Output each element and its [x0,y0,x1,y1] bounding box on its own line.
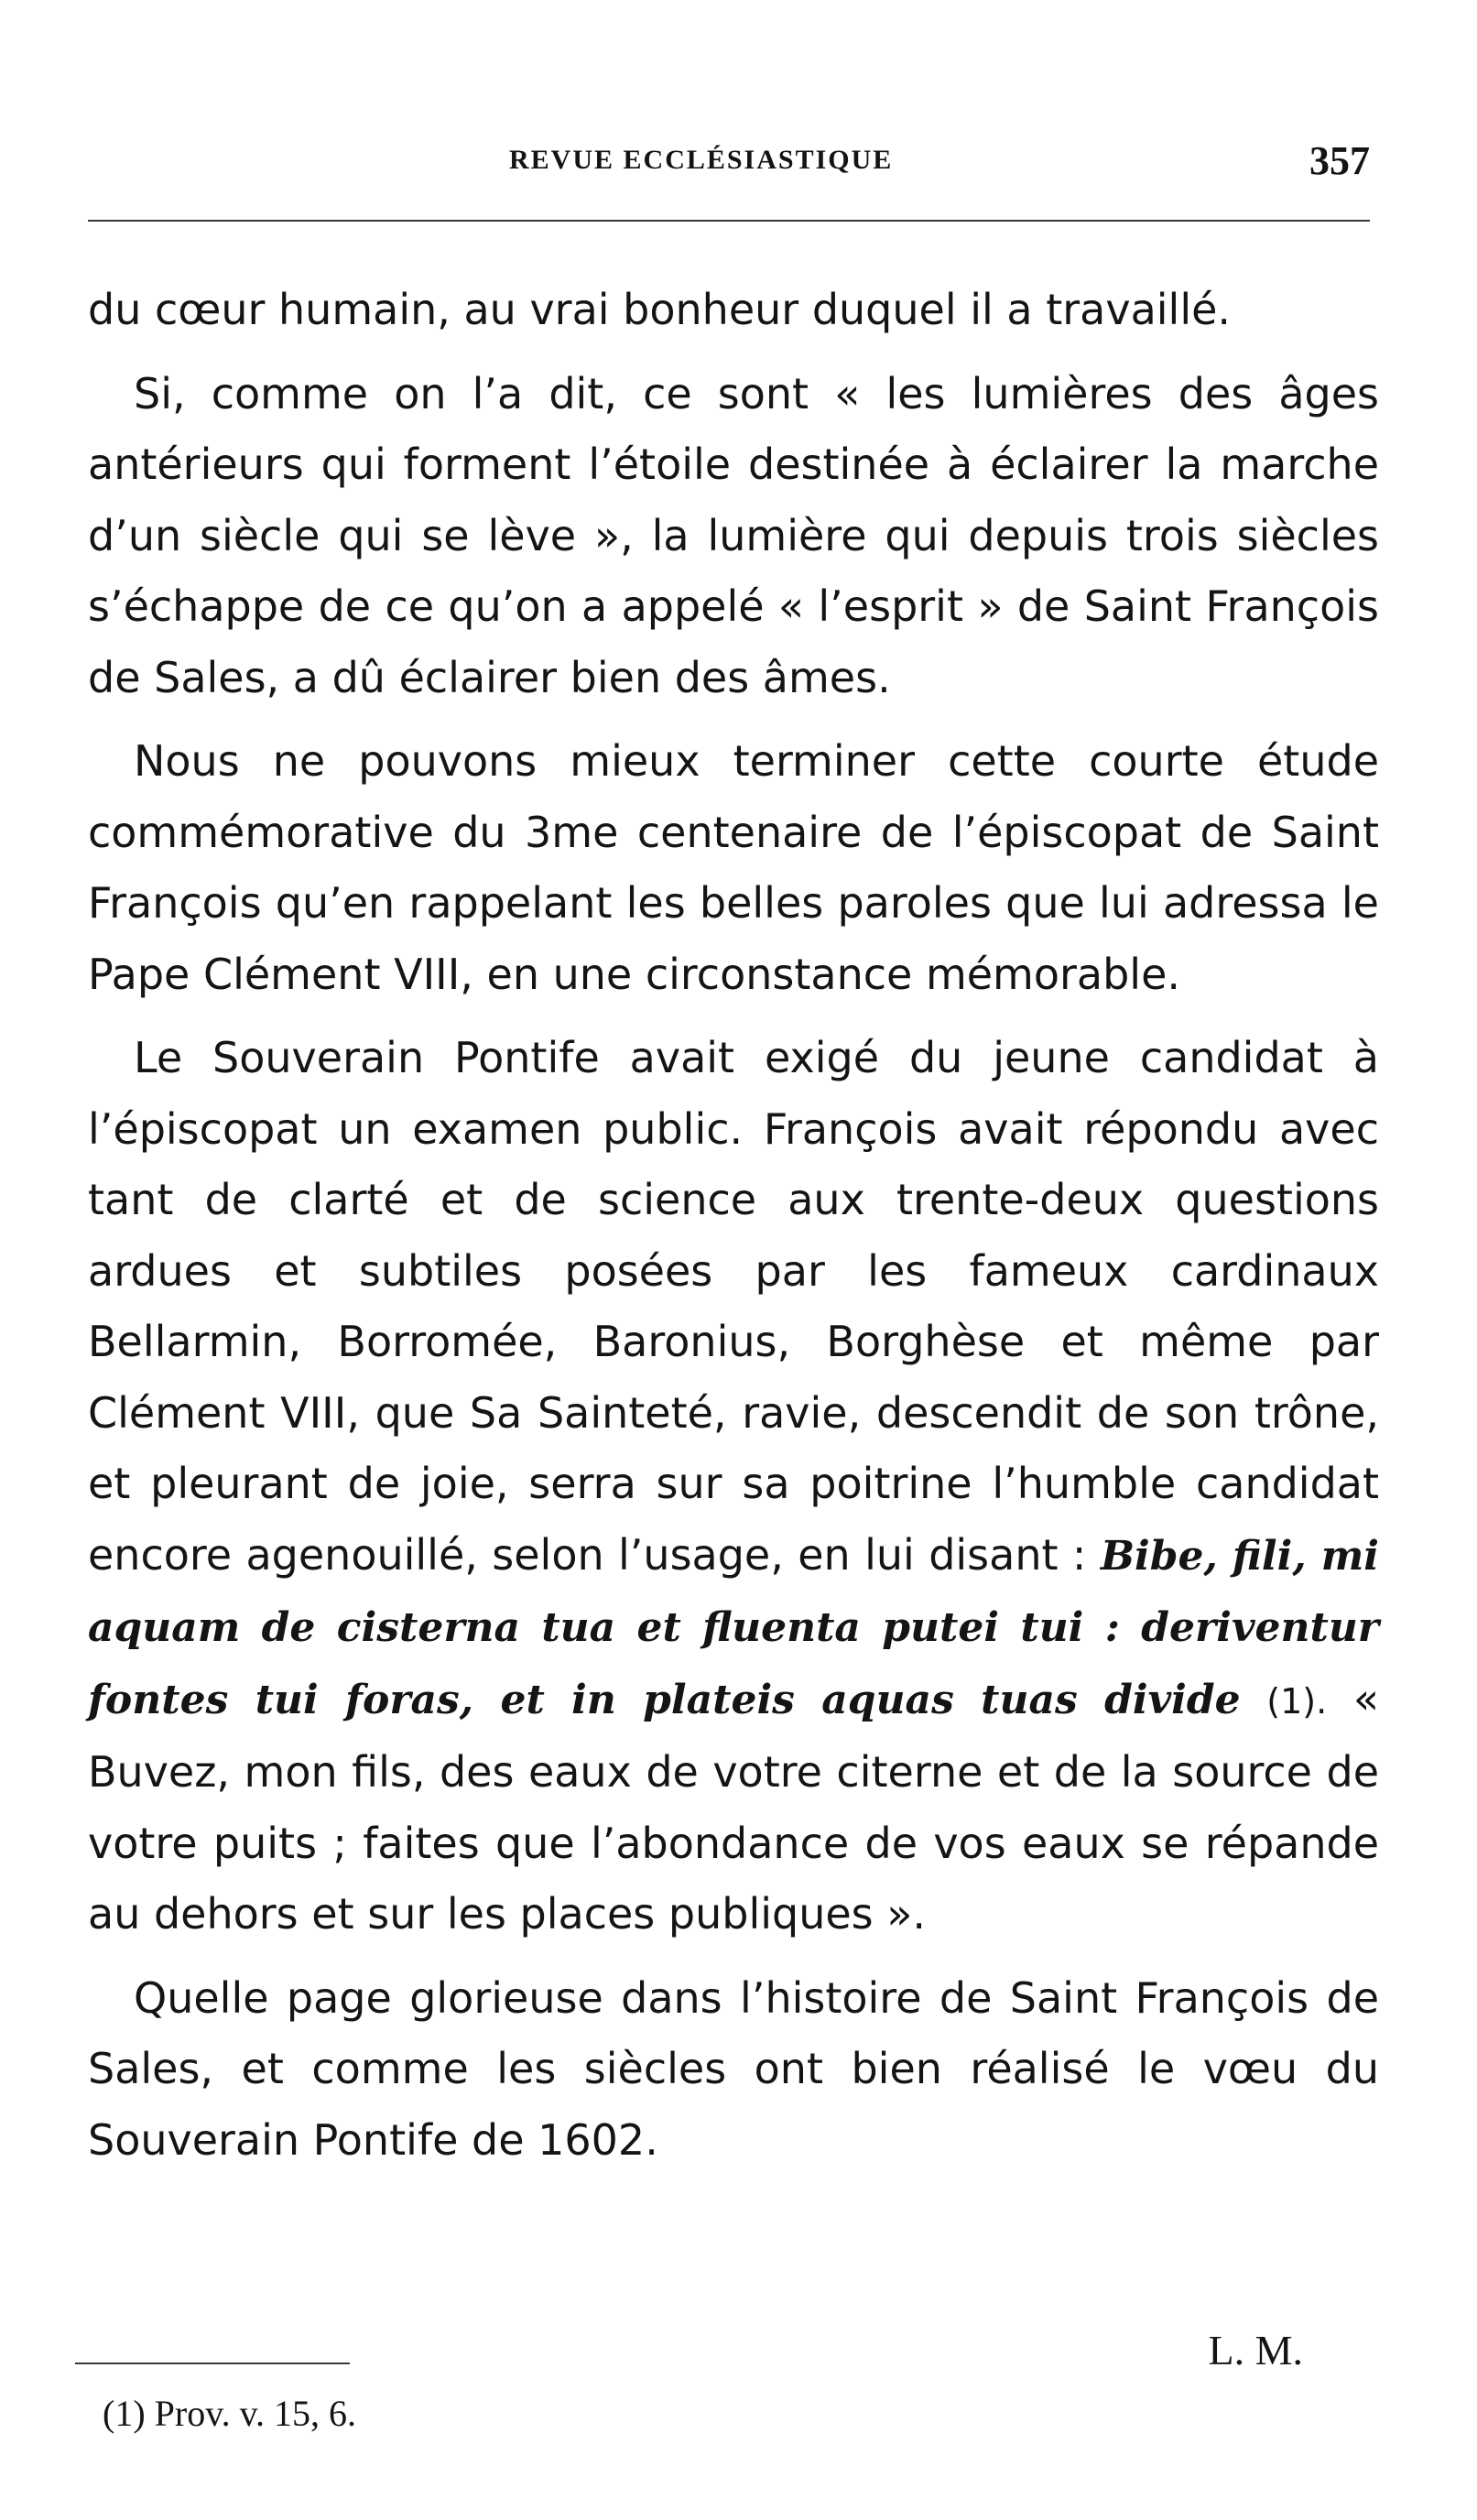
paragraph-5: Quelle page glorieuse dans l’histoire de Saint François de Sales, et comme les siècles ont bien réalisé le vœu du Souverain Pontife de 1602. [88,1972,1379,2165]
paragraph-2: Si, comme on l’a dit, ce sont « les lumières des âges antérieurs qui forment l’étoile destinée à éclairer la marche d’un siècle qui se lève », la lumière qui depuis trois siècles s’échappe de ce qu’on a appelé « l’esprit » de Saint François de Sales, a dû éclairer bien des âmes. [88,368,1379,702]
paragraph-1: du cœur humain, au vrai bonheur duquel il a travaillé. [88,285,1232,334]
page-header [88,138,1370,200]
latin-quote: Bibe, fili, mi aquam de cisterna tua et fluenta putei tui : deriventur fontes tui foras, et in plateis aquas tuas divide [88,1532,1379,1723]
footnote-rule [75,2362,350,2364]
running-title: REVUE ECCLÉSIASTIQUE [509,145,894,175]
header-rule [88,220,1370,222]
signature: L. M. [1208,2327,1303,2373]
body-text [88,275,1379,2176]
footnote: (1) Prov. v. 15, 6. [103,2393,357,2434]
page-number: 357 [1309,138,1370,183]
paragraph-4 [88,1023,1379,1950]
paragraph-4-start: Le Souverain Pontife avait exigé du jeune candidat à l’épiscopat un examen public. François avait répondu avec tant de clarté et de science aux trente-deux questions ardues et subtiles posées par les fameux cardinaux Bellarmin, Borromée, Baronius, Borghèse et même par Clément VIII, que Sa Sainteté, ravie, descendit de son trône, et pleurant de joie, serra sur sa poitrine l’humble candidat encore agenouillé, selon l’usage, en lui disant : [88,1033,1379,1580]
paragraph-3: Nous ne pouvons mieux terminer cette courte étude commémorative du 3me centenaire de l’épiscopat de Saint François qu’en rappelant les belles paroles que lui adressa le Pape Clément VIII, en une circonstance mémorable. [88,736,1379,999]
paragraph-4-end: « Buvez, mon fils, des eaux de votre citerne et de la source de votre puits ; faites que l’abondance de vos eaux se répande au dehors et sur les places publiques ». [88,1673,1380,1939]
footnote-reference: (1). [1266,1680,1328,1722]
